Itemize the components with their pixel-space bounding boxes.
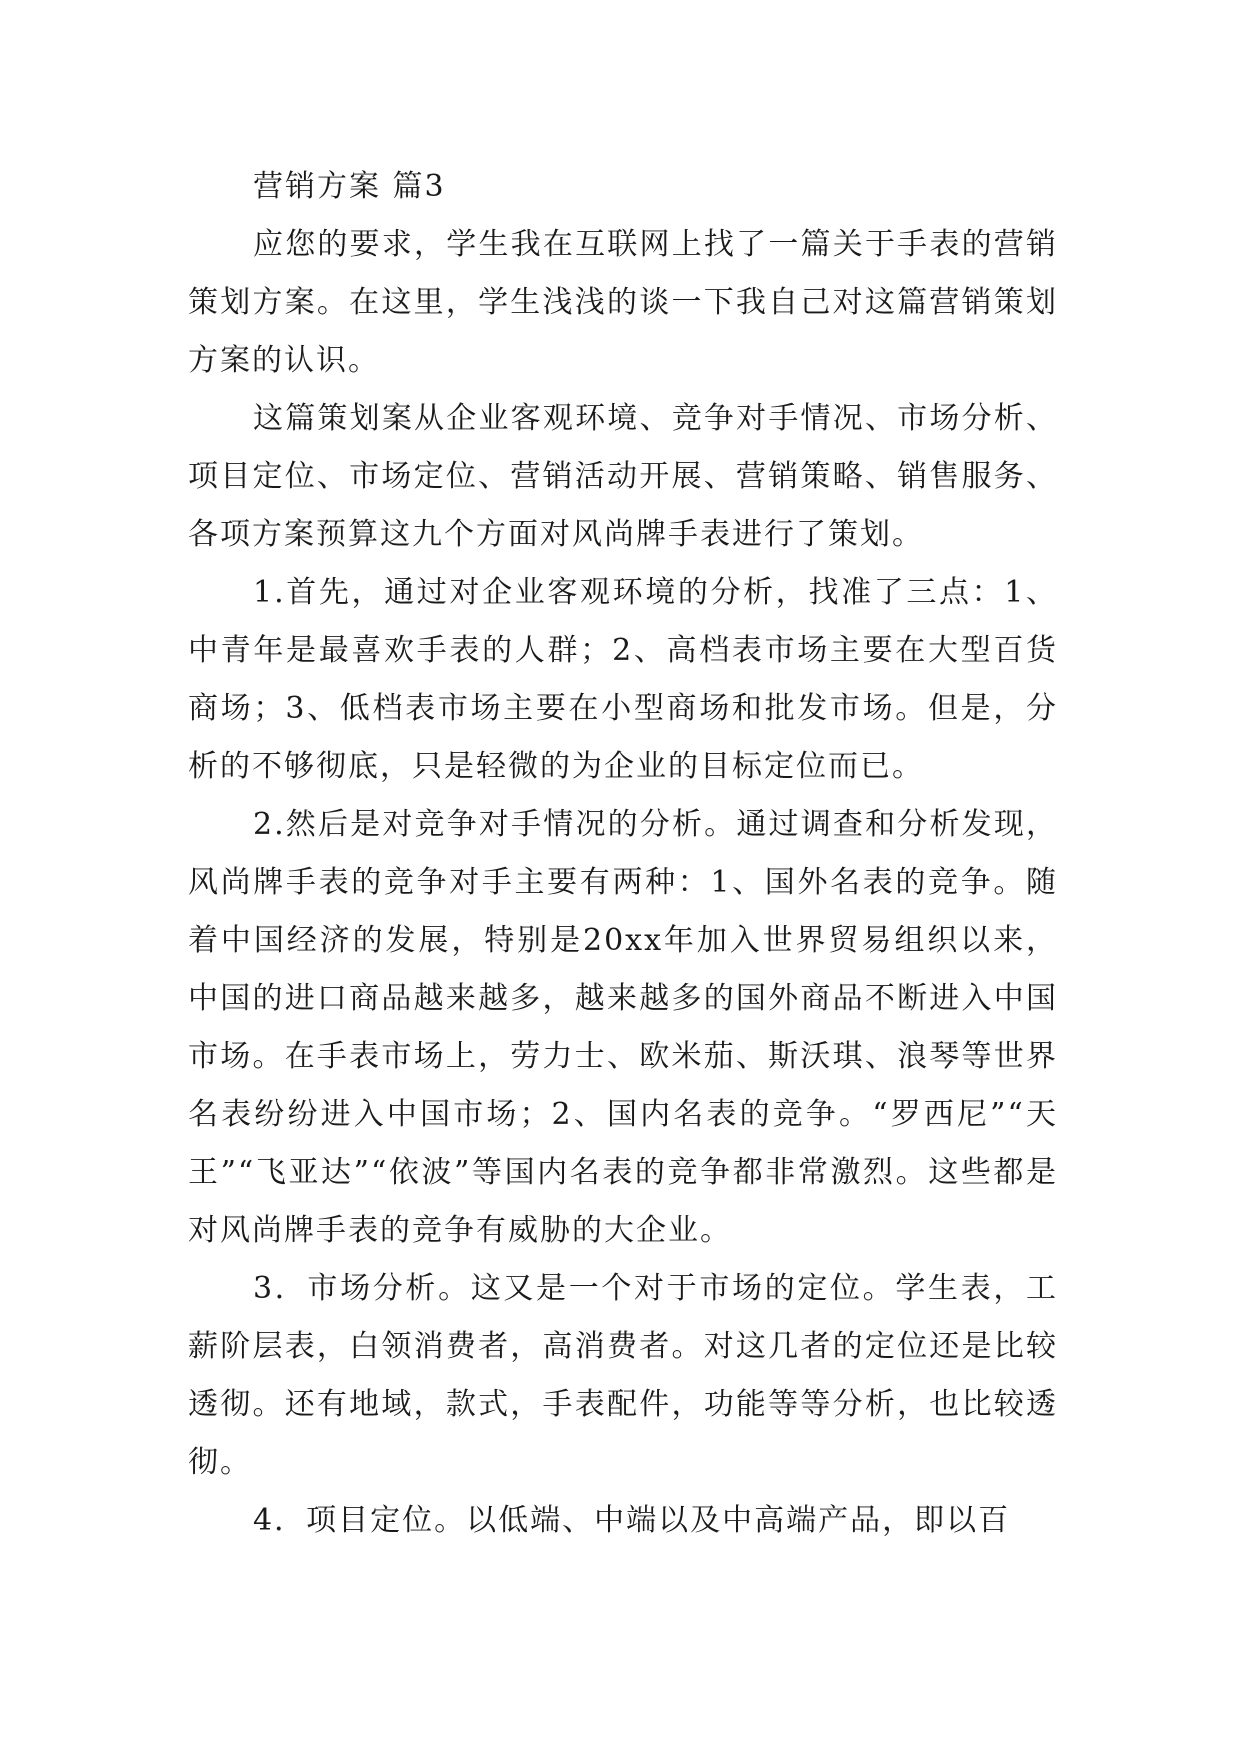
- document-body: [188, 158, 1058, 1550]
- paragraph-point-4: 4．项目定位。以低端、中端以及中高端产品，即以百: [253, 1503, 1011, 1538]
- section-title: 营销方案 篇3: [253, 169, 446, 204]
- paragraph-overview: 这篇策划案从企业客观环境、竞争对手情况、市场分析、项目定位、市场定位、营销活动开展、营销策略、销售服务、各项方案预算这九个方面对风尚牌手表进行了策划。: [188, 401, 1058, 552]
- paragraph-point-1: 1.首先，通过对企业客观环境的分析，找准了三点：1、中青年是最喜欢手表的人群；2、高档表市场主要在大型百货商场；3、低档表市场主要在小型商场和批发市场。但是，分析的不够彻底，只是轻微的为企业的目标定位而已。: [188, 575, 1058, 784]
- paragraph-point-3: 3．市场分析。这又是一个对于市场的定位。学生表，工薪阶层表，白领消费者，高消费者。对这几者的定位还是比较透彻。还有地域，款式，手表配件，功能等等分析，也比较透彻。: [188, 1271, 1058, 1480]
- paragraph-point-2: 2.然后是对竞争对手情况的分析。通过调查和分析发现，风尚牌手表的竞争对手主要有两种：1、国外名表的竞争。随着中国经济的发展，特别是20xx年加入世界贸易组织以来，中国的进口商品越来越多，越来越多的国外商品不断进入中国市场。在手表市场上，劳力士、欧米茄、斯沃琪、浪琴等世界名表纷纷进入中国市场；2、国内名表的竞争。“罗西尼”“天王”“飞亚达”“依波”等国内名表的竞争都非常激烈。这些都是对风尚牌手表的竞争有威胁的大企业。: [188, 807, 1058, 1248]
- paragraph-intro: 应您的要求，学生我在互联网上找了一篇关于手表的营销策划方案。在这里，学生浅浅的谈一下我自己对这篇营销策划方案的认识。: [188, 227, 1058, 378]
